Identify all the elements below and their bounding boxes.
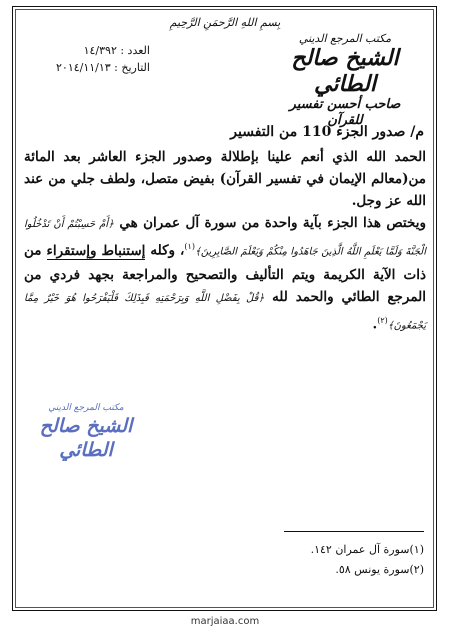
basmala: بِسمِ اللهِ الرَّحمَنِ الرَّحِيمِ bbox=[169, 16, 281, 29]
paragraph-2-intro: ويختص هذا الجزء بآية واحدة من سورة آل عمران هي bbox=[119, 215, 426, 231]
paragraph-1: الحمد الله الذي أنعم علينا بإطلالة وصدور الجزء العاشر بعد المائة من(معالم الإيمان في تفسير القرآن) بفيض متصل، ولطف جلي من عند الله عز وجل. bbox=[24, 149, 426, 209]
reference-number: العدد : ١٤/٣٩٢ bbox=[83, 44, 150, 57]
paragraph-2: ويختص هذا الجزء بآية واحدة من سورة آل عمران هي ﴿أَمْ حَسِبْتُمْ أَنْ تَدْخُلُوا الْجَنَّةَ وَلَمَّا يَعْلَمِ اللَّهُ الَّذِينَ جَاهَدُوا مِنْكُمْ وَيَعْلَمَ الصَّابِرِينَ﴾$^{(١)}$، وكله إستنباط وإستقراء من ذات الآية الكريمة ويتم التأليف والتصحيح والمراجعة بجهد فردي من المرجع الطائي والحمد لله ﴿قُلْ بِفَضْلِ اللَّهِ وَبِرَحْمَتِهِ فَبِذَلِكَ فَلْيَفْرَحُوا هُوَ خَيْرٌ مِمَّا يَجْمَعُونَ﴾$^{(٢)}$. bbox=[24, 215, 427, 332]
reference-date: التاريخ : ٢٠١٤/١١/١٣ bbox=[56, 61, 150, 74]
paragraph-2-mid: ، وكله bbox=[150, 242, 185, 259]
footnote-2: (٢)سورة يونس ٥٨. bbox=[335, 563, 424, 576]
quran-verse-2: ﴿قُلْ بِفَضْلِ اللَّهِ وَبِرَحْمَتِهِ فَبِذَلِكَ فَلْيَفْرَحُوا هُوَ خَيْرٌ مِمَّا يَجْمَعُونَ﴾ bbox=[24, 292, 426, 331]
stamp-office: مكتب المرجع الديني bbox=[48, 403, 124, 413]
underlined-phrase: إستنباط وإستقراء bbox=[46, 242, 146, 259]
signature-stamp bbox=[36, 402, 136, 462]
letter-body bbox=[24, 146, 426, 337]
letterhead-title: صاحب أحسن تفسير للقرآن bbox=[289, 97, 401, 128]
letterhead bbox=[270, 32, 420, 129]
letterhead-office: مكتب المرجع الديني bbox=[298, 32, 392, 45]
footnote-divider bbox=[284, 531, 424, 532]
footnote-ref-2: (٢) bbox=[377, 315, 388, 325]
stamp-name: الشيخ صالح الطائي bbox=[39, 415, 133, 461]
paragraph-2-rest: من ذات الآية الكريمة ويتم التأليف والتصحيح والمراجعة بجهد فردي من المرجع الطائي والحمد لله bbox=[24, 242, 427, 305]
footnote-ref-1: (١) bbox=[184, 242, 195, 251]
quran-verse-1: ﴿أَمْ حَسِبْتُمْ أَنْ تَدْخُلُوا الْجَنَّةَ وَلَمَّا يَعْلَمِ اللَّهُ الَّذِينَ جَاهَدُوا مِنْكُمْ وَيَعْلَمَ الصَّابِرِينَ﴾ bbox=[24, 219, 427, 258]
letterhead-name: الشيخ صالح الطائي bbox=[291, 45, 399, 97]
footnote-1: (١)سورة آل عمران ١٤٢. bbox=[310, 543, 424, 556]
subject-line: م/ صدور الجزء 110 من التفسير bbox=[230, 124, 424, 140]
watermark: marjaiaa.com bbox=[0, 614, 450, 629]
reference-block bbox=[56, 42, 150, 76]
footnotes bbox=[311, 540, 424, 580]
